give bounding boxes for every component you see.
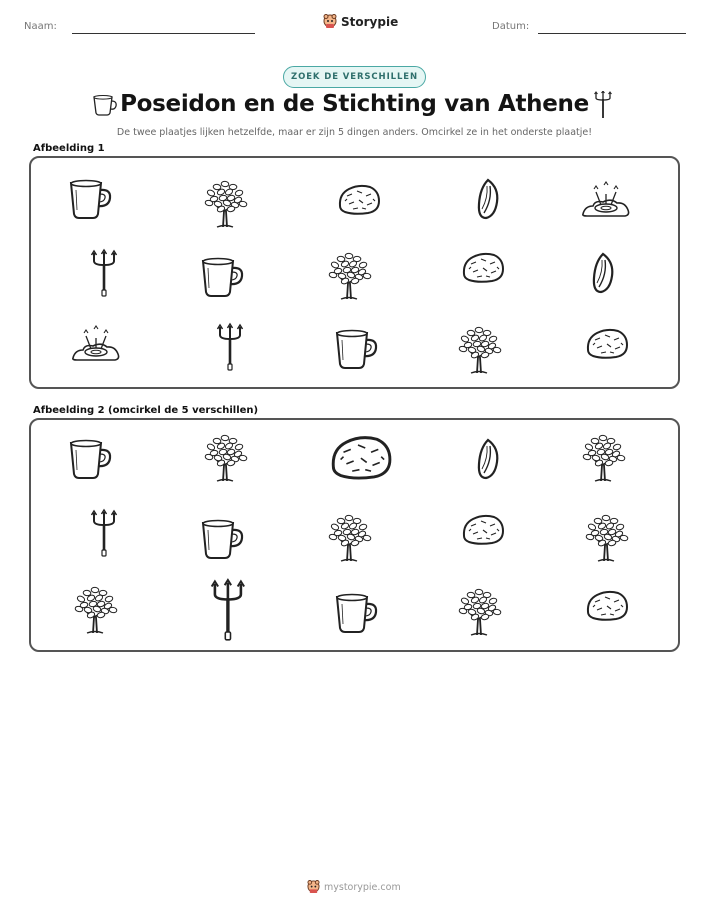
footer-site: mystorypie.com bbox=[324, 881, 401, 893]
olive-tree-icon[interactable] bbox=[581, 432, 627, 482]
mug-icon[interactable] bbox=[67, 438, 113, 480]
rock-icon bbox=[585, 326, 629, 360]
name-field[interactable] bbox=[72, 33, 255, 34]
page-title: Poseidon en de Stichting van Athene bbox=[120, 91, 589, 117]
instructions: De twee plaatjes lijken hetzelfde, maar er zijn 5 dingen anders. Omcirkel ze in het onderste plaatje! bbox=[116, 127, 593, 138]
rock-icon bbox=[461, 250, 505, 284]
trident-icon[interactable] bbox=[91, 510, 117, 558]
title-trident-icon bbox=[594, 91, 612, 123]
picture1-panel bbox=[29, 156, 680, 389]
olive-tree-icon[interactable] bbox=[457, 586, 503, 636]
rock-icon bbox=[337, 182, 381, 216]
olive-tree-icon[interactable] bbox=[73, 584, 119, 634]
footer bbox=[307, 880, 401, 894]
olive-icon bbox=[475, 178, 501, 220]
trident-icon bbox=[217, 324, 243, 372]
olive-icon[interactable] bbox=[475, 438, 501, 480]
brand-logo bbox=[323, 14, 398, 29]
brand-name: Storypie bbox=[341, 14, 399, 29]
trident-icon[interactable] bbox=[211, 580, 245, 642]
olive-tree-icon bbox=[457, 324, 503, 374]
spring-icon bbox=[71, 324, 121, 364]
picture2-label: Afbeelding 2 (omcirkel de 5 verschillen) bbox=[33, 405, 259, 416]
date-label: Datum: bbox=[492, 21, 530, 32]
spring-icon bbox=[581, 180, 631, 220]
trident-icon bbox=[91, 250, 117, 298]
picture2-panel[interactable] bbox=[29, 418, 680, 652]
mug-icon bbox=[67, 178, 113, 220]
rock-icon[interactable] bbox=[329, 432, 393, 481]
storypie-mascot-icon bbox=[307, 880, 320, 894]
olive-tree-icon[interactable] bbox=[327, 512, 373, 562]
olive-icon bbox=[590, 252, 616, 294]
olive-tree-icon bbox=[327, 250, 373, 300]
mug-icon[interactable] bbox=[199, 518, 245, 560]
date-field[interactable] bbox=[538, 33, 686, 34]
title-mug-icon bbox=[92, 94, 118, 120]
olive-tree-icon[interactable] bbox=[584, 512, 630, 562]
name-label: Naam: bbox=[24, 21, 57, 32]
rock-icon[interactable] bbox=[585, 588, 629, 622]
storypie-mascot-icon bbox=[323, 14, 337, 29]
rock-icon[interactable] bbox=[461, 512, 505, 546]
mug-icon bbox=[199, 256, 245, 298]
mug-icon bbox=[333, 328, 379, 370]
worksheet-tag: ZOEK DE VERSCHILLEN bbox=[283, 66, 426, 88]
picture1-label: Afbeelding 1 bbox=[33, 143, 105, 154]
olive-tree-icon[interactable] bbox=[203, 432, 249, 482]
mug-icon[interactable] bbox=[333, 592, 379, 634]
olive-tree-icon bbox=[203, 178, 249, 228]
